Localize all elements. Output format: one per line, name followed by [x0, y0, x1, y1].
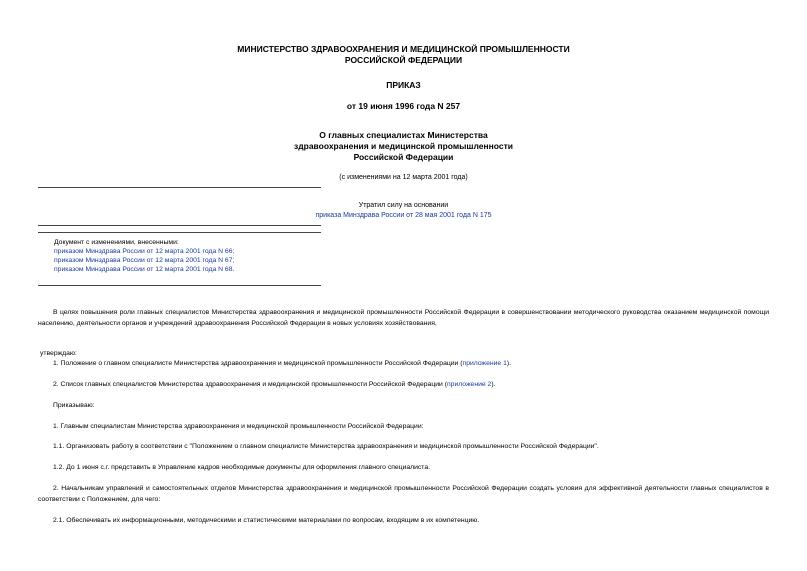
lost-force-note: Утратил силу на основании: [358, 202, 449, 209]
preamble-paragraph: В целях повышения роли главных специалистов Министерства здравоохранения и медицинской промышленности Российской Федерации в совершенствовании методического руководства оказанием медицинской помощи населению, деятельности органов и учреждений здравоохранения Российской Федерации в новых условиях хозяйствования,: [38, 309, 769, 327]
title-line-3: Российской Федерации: [353, 152, 454, 162]
item-1: [38, 358, 769, 369]
ministry-line-2: РОССИЙСКОЙ ФЕДЕРАЦИИ: [344, 55, 463, 65]
divider: [38, 232, 321, 233]
appendix-1-link[interactable]: приложение 1: [462, 360, 507, 367]
ministry-line-1: МИНИСТЕРСТВО ЗДРАВООХРАНЕНИЯ И МЕДИЦИНСКОЙ ПРОМЫШЛЕННОСТИ: [237, 44, 570, 54]
item-2: [38, 379, 769, 390]
paragraph-1-2: 1.2. До 1 июня с.г. представить в Управление кадров необходимые документы для оформления главного специалиста.: [53, 464, 431, 471]
title-line-2: здравоохранения и медицинской промышленности: [294, 141, 513, 151]
paragraph-2: 2. Начальникам управлений и самостоятельных отделов Министерства здравоохранения и медицинской промышленности Российской Федерации создать условия для эффективной деятельности главных специалистов в соответствии с Положением, для чего:: [38, 485, 769, 503]
paragraph-2-1: 2.1. Обеспечивать их информационными, методическими и статистическими материалами по вопросам, входящим в их компетенцию.: [53, 517, 480, 524]
lost-force-link[interactable]: приказа Минздрава России от 28 мая 2001 года N 175: [315, 212, 492, 219]
document-date-number: от 19 июня 1996 года N 257: [346, 101, 461, 111]
title-line-1: О главных специалистах Министерства: [319, 130, 488, 140]
divider: [38, 225, 321, 226]
order-label: Приказываю:: [53, 402, 95, 409]
appendix-2-link[interactable]: приложение 2: [446, 381, 492, 388]
amendment-link-1[interactable]: приказом Минздрава России от 12 марта 2001 года N 66;: [54, 248, 235, 255]
item-2-end: ).: [491, 381, 496, 388]
item-1-text: 1. Положение о главном специалисте Министерства здравоохранения и медицинской промышленности Российской Федерации (: [53, 360, 463, 367]
paragraph-1-1: 1.1. Организовать работу в соответствии с "Положением о главном специалисте Министерства здравоохранения и медицинской промышленности Российской Федерации".: [53, 443, 599, 450]
amendments-intro: Документ с изменениями, внесенными:: [54, 239, 179, 246]
approve-label: утверждаю:: [40, 350, 77, 357]
divider: [38, 285, 321, 286]
amendment-link-2[interactable]: приказом Минздрава России от 12 марта 2001 года N 67;: [54, 257, 235, 264]
document-type: ПРИКАЗ: [386, 80, 421, 90]
paragraph-1: 1. Главным специалистам Министерства здравоохранения и медицинской промышленности Российской Федерации:: [53, 423, 424, 430]
amendments-block: [54, 238, 234, 274]
divider: [38, 187, 321, 188]
lost-force-link-wrap: [0, 211, 807, 220]
changes-note: (с изменениями на 12 марта 2001 года): [339, 174, 468, 181]
item-2-text: 2. Список главных специалистов Министерства здравоохранения и медицинской промышленности Российской Федерации (: [53, 381, 447, 388]
item-1-end: ).: [506, 360, 512, 367]
amendment-link-3[interactable]: приказом Минздрава России от 12 марта 2001 года N 68.: [54, 266, 235, 273]
